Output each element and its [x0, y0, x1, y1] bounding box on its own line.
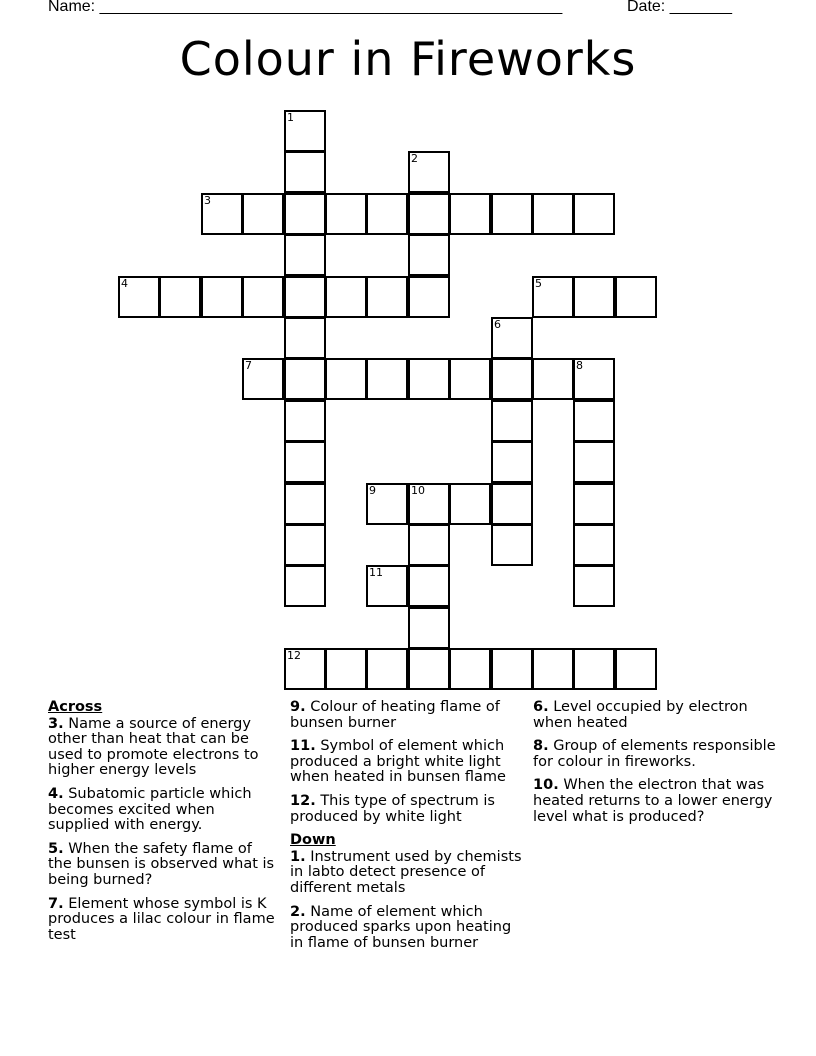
clue-across-4: 4. Subatomic particle which becomes excited when supplied with energy.	[48, 785, 252, 834]
crossword-cell[interactable]	[325, 276, 367, 318]
crossword-cell-8[interactable]	[573, 358, 615, 400]
clue-across-12: 12. This type of spectrum is produced by white light	[290, 792, 495, 825]
crossword-cell[interactable]	[491, 193, 533, 235]
crossword-cell[interactable]	[408, 565, 450, 607]
crossword-cell[interactable]	[449, 193, 491, 235]
clue-text: Name a source of energy other than heat that can be used to promote electrons to higher energy levels	[48, 715, 259, 779]
clue-number: 9	[290, 699, 301, 715]
crossword-cell[interactable]	[284, 151, 326, 193]
crossword-cell[interactable]	[573, 193, 615, 235]
crossword-cell-4[interactable]	[118, 276, 160, 318]
crossword-cell[interactable]	[325, 648, 367, 690]
crossword-cell[interactable]	[573, 483, 615, 525]
cell-number: 8	[576, 359, 583, 372]
crossword-cell[interactable]	[449, 483, 491, 525]
clue-text: Element whose symbol is K produces a lilac colour in flame test	[48, 895, 275, 943]
crossword-cell[interactable]	[573, 276, 615, 318]
clue-text: Group of elements responsible for colour in fireworks.	[533, 738, 776, 770]
crossword-cell[interactable]	[366, 358, 408, 400]
clue-across-5: 5. When the safety flame of the bunsen is observed what is being burned?	[48, 840, 275, 888]
crossword-cell[interactable]	[242, 193, 284, 235]
crossword-cell[interactable]	[408, 234, 450, 276]
cell-number: 7	[245, 359, 252, 372]
clue-number: 3	[48, 715, 59, 732]
clue-across-9: 9. Colour of heating flame of bunsen burner	[290, 699, 500, 731]
clue-number: 11	[290, 738, 311, 755]
crossword-cell-11[interactable]	[366, 565, 408, 607]
crossword-cell-9[interactable]	[366, 483, 408, 525]
crossword-cell[interactable]	[408, 607, 450, 649]
clue-across-7: 7. Element whose symbol is K produces a lilac colour in flame test	[48, 895, 275, 943]
clue-down-1: 1. Instrument used by chemists in labto detect presence of different metals	[290, 848, 522, 896]
crossword-cell[interactable]	[366, 193, 408, 235]
crossword-cell[interactable]	[408, 648, 450, 690]
clues-column-2	[290, 700, 526, 959]
clue-number: 7	[48, 895, 59, 912]
crossword-cell[interactable]	[615, 276, 657, 318]
clue-down-10: 10. When the electron that was heated returns to a lower energy level what is produced?	[533, 777, 773, 825]
crossword-cell-2[interactable]	[408, 151, 450, 193]
crossword-cell[interactable]	[573, 441, 615, 483]
crossword-cell[interactable]	[242, 276, 284, 318]
crossword-cell[interactable]	[284, 441, 326, 483]
crossword-cell-1[interactable]	[284, 110, 326, 152]
crossword-cell[interactable]	[573, 648, 615, 690]
crossword-cell[interactable]	[532, 193, 574, 235]
crossword-cell[interactable]	[284, 276, 326, 318]
crossword-cell[interactable]	[449, 648, 491, 690]
crossword-cell[interactable]	[284, 234, 326, 276]
clue-text: Name of element which produced sparks upon heating in flame of bunsen burner	[290, 903, 512, 951]
crossword-cell[interactable]	[284, 358, 326, 400]
clue-text: Subatomic particle which becomes excited when supplied with energy.	[48, 785, 252, 834]
crossword-cell-12[interactable]	[284, 648, 326, 690]
crossword-cell[interactable]	[573, 565, 615, 607]
crossword-cell[interactable]	[491, 400, 533, 442]
cell-number: 5	[535, 277, 542, 290]
clue-down-6: 6. Level occupied by electron when heated	[533, 699, 748, 731]
page-title: Colour in Fireworks	[179, 32, 637, 86]
crossword-cell[interactable]	[491, 648, 533, 690]
crossword-cell[interactable]	[573, 524, 615, 566]
date-field[interactable]: Date: _______	[627, 0, 732, 15]
crossword-cell[interactable]	[201, 276, 243, 318]
cell-number: 6	[494, 318, 501, 331]
crossword-cell[interactable]	[325, 358, 367, 400]
clue-number: 10	[533, 777, 554, 794]
clue-text: Colour of heating flame of bunsen burner	[290, 699, 500, 731]
cell-number: 3	[204, 194, 211, 207]
crossword-cell[interactable]	[284, 565, 326, 607]
crossword-cell-6[interactable]	[491, 317, 533, 359]
across-heading: Across	[48, 699, 103, 715]
clues-column-3	[533, 700, 783, 833]
clue-text: Instrument used by chemists in labto detect presence of different metals	[290, 848, 522, 896]
cell-number: 10	[411, 484, 425, 497]
cell-number: 2	[411, 152, 418, 165]
crossword-cell[interactable]	[532, 648, 574, 690]
clue-across-3: 3. Name a source of energy other than heat that can be used to promote electrons to higher energy levels	[48, 715, 259, 779]
crossword-cell[interactable]	[532, 358, 574, 400]
clue-number: 2	[290, 903, 301, 920]
name-field[interactable]: Name: ____________________________________________________	[48, 0, 563, 15]
crossword-cell[interactable]	[284, 483, 326, 525]
clue-across-11: 11. Symbol of element which produced a bright white light when heated in bunsen flame	[290, 738, 506, 786]
crossword-cell[interactable]	[615, 648, 657, 690]
cell-number: 11	[369, 566, 383, 579]
clue-down-8: 8. Group of elements responsible for colour in fireworks.	[533, 738, 776, 770]
crossword-cell[interactable]	[573, 400, 615, 442]
crossword-cell[interactable]	[491, 441, 533, 483]
crossword-cell[interactable]	[408, 358, 450, 400]
clue-number: 6	[533, 699, 544, 715]
cell-number: 9	[369, 484, 376, 497]
clue-text: This type of spectrum is produced by white light	[290, 792, 495, 825]
crossword-cell[interactable]	[449, 358, 491, 400]
crossword-cell-3[interactable]	[201, 193, 243, 235]
clue-text: When the safety flame of the bunsen is observed what is being burned?	[48, 840, 275, 888]
crossword-cell[interactable]	[366, 276, 408, 318]
crossword-cell[interactable]	[491, 483, 533, 525]
crossword-cell[interactable]	[284, 317, 326, 359]
clue-number: 1	[290, 848, 301, 865]
crossword-cell-7[interactable]	[242, 358, 284, 400]
clue-text: Level occupied by electron when heated	[533, 699, 748, 731]
clues-column-1	[48, 700, 280, 951]
clue-number: 12	[290, 792, 311, 809]
crossword-cell[interactable]	[284, 400, 326, 442]
down-heading: Down	[290, 832, 336, 849]
clue-number: 4	[48, 785, 59, 802]
clue-down-2: 2. Name of element which produced sparks upon heating in flame of bunsen burner	[290, 903, 512, 951]
cell-number: 1	[287, 111, 294, 124]
clue-text: Symbol of element which produced a bright white light when heated in bunsen flame	[290, 738, 506, 786]
crossword-cell[interactable]	[325, 193, 367, 235]
crossword-cell[interactable]	[159, 276, 201, 318]
cell-number: 12	[287, 649, 301, 662]
crossword-cell[interactable]	[408, 193, 450, 235]
clue-number: 5	[48, 840, 59, 857]
cell-number: 4	[121, 277, 128, 290]
crossword-cell[interactable]	[491, 358, 533, 400]
crossword-cell-5[interactable]	[532, 276, 574, 318]
crossword-cell[interactable]	[491, 524, 533, 566]
crossword-cell[interactable]	[408, 276, 450, 318]
clue-text: When the electron that was heated returns to a lower energy level what is produced?	[533, 777, 773, 825]
clue-number: 8	[533, 738, 544, 755]
crossword-cell[interactable]	[408, 524, 450, 566]
crossword-cell-10[interactable]	[408, 483, 450, 525]
crossword-cell[interactable]	[284, 524, 326, 566]
crossword-cell[interactable]	[284, 193, 326, 235]
crossword-cell[interactable]	[366, 648, 408, 690]
